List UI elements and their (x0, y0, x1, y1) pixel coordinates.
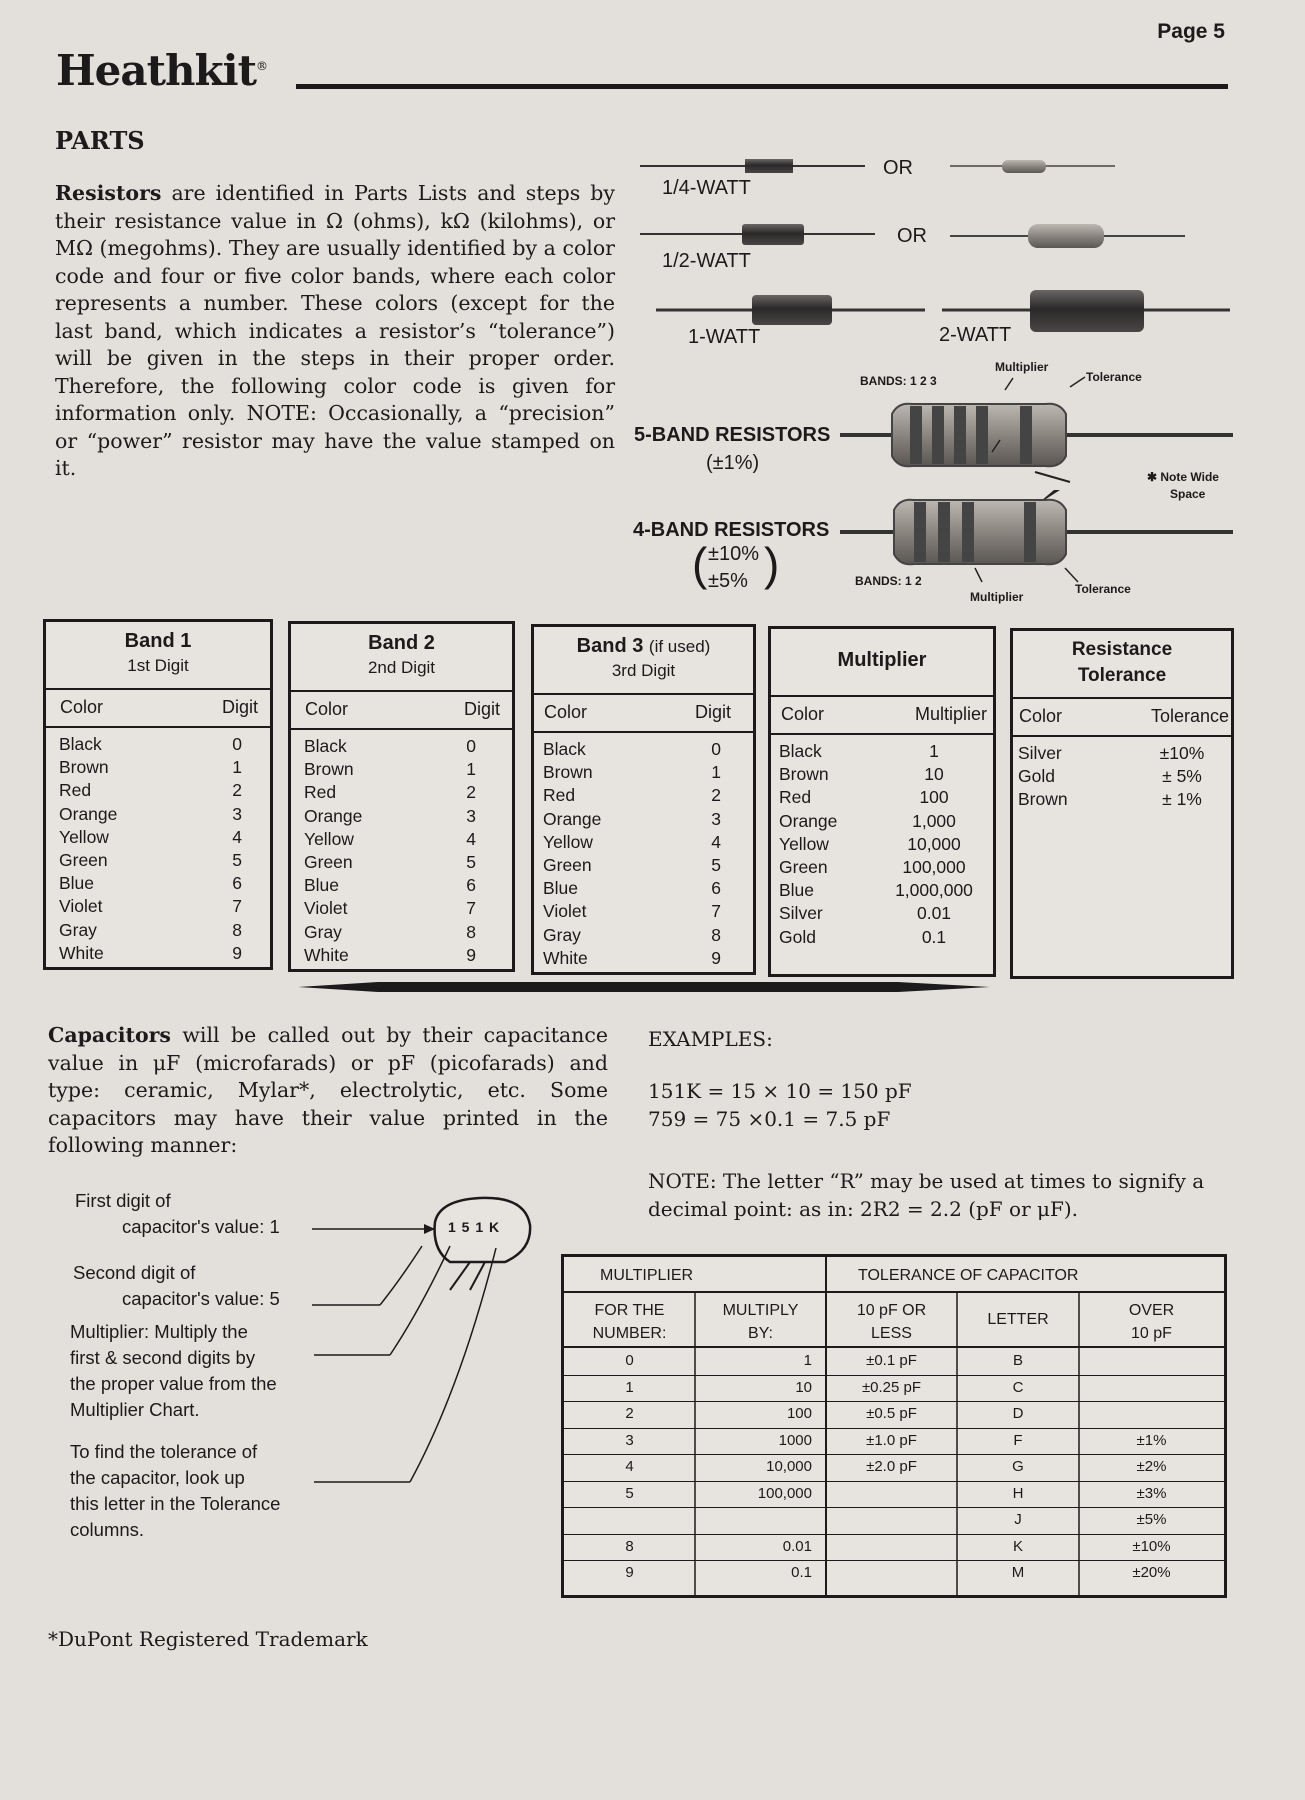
color-name: Black (779, 741, 822, 761)
color-name: Black (59, 734, 102, 754)
bands-label-top: BANDS: 1 2 3 (860, 374, 937, 388)
color-name: Yellow (59, 826, 109, 847)
color-value: 0 (466, 736, 476, 756)
color-name: Violet (543, 901, 587, 922)
capacitors-paragraph (48, 1022, 608, 1160)
table-row (534, 855, 753, 878)
table-cell: 1000 (778, 1431, 812, 1449)
table-row (46, 804, 270, 827)
multiplier-table (768, 626, 996, 977)
color-value: 9 (466, 944, 476, 965)
color-value: 4 (232, 826, 242, 847)
table-cell: ±1.0 pF (866, 1431, 917, 1449)
cap-label-first-digit-1: First digit of (75, 1190, 171, 1211)
examples-block (648, 1025, 912, 1133)
color-value: 5 (232, 849, 242, 870)
four-band-label: 4-BAND RESISTORS (633, 519, 830, 541)
color-value: 1 (466, 759, 476, 780)
color-value: ± 1% (1162, 789, 1202, 810)
table-row (534, 901, 753, 924)
cap-label-multiplier-4: Multiplier Chart. (70, 1399, 200, 1420)
table-cell: C (1012, 1378, 1024, 1396)
color-name: Yellow (543, 831, 593, 852)
section-divider (298, 982, 990, 992)
table-cell: 100,000 (757, 1484, 812, 1502)
table-cell: ±0.1 pF (866, 1352, 917, 1369)
color-value: 0.01 (916, 903, 952, 924)
bands-label-bottom: BANDS: 1 2 (855, 574, 922, 588)
table-cell: G (1012, 1458, 1024, 1475)
table-cell: F (1013, 1431, 1023, 1449)
row-divider (564, 1507, 1224, 1508)
color-name: Brown (779, 764, 829, 785)
resistors-body: are identified in Parts Lists and steps by their resistance value in Ω (ohms), kΩ (kilohms), or MΩ (megohms). They are usually identified by a color code and four or five color bands, where each color represents a number. These colors (except for the last band, which indicates a resistor’s “tolerance”) will be given in the steps in their proper order. Therefore, the following color code is given for information only. NOTE: Occasionally, a “precision” or “power” resistor may have the value stamped on it. (55, 181, 615, 480)
color-value: 8 (232, 919, 242, 940)
cap-table-col-letter: LETTER (987, 1311, 1049, 1328)
band2-col-digit: Digit (463, 699, 500, 719)
color-value: 1 (232, 757, 242, 778)
color-value: 100 (919, 787, 949, 808)
ceramic-capacitor-diagram (300, 1190, 540, 1510)
table-cell: 0 (625, 1352, 634, 1369)
half-watt-resistor-alt (950, 224, 1185, 248)
table-row (771, 903, 993, 926)
note-space-label: Space (1170, 487, 1206, 501)
color-name: Orange (304, 805, 363, 826)
col-over-line2: 10 pF (1131, 1325, 1172, 1342)
row-divider (564, 1375, 1224, 1376)
four-band-tolerance-10: ±10% (708, 543, 760, 565)
or-label-2: OR (897, 225, 927, 247)
cap-label-tolerance-1: To find the tolerance of (70, 1441, 258, 1462)
color-name: Brown (304, 759, 354, 780)
table-row (291, 875, 512, 898)
table-cell: M (1011, 1564, 1025, 1581)
quarter-watt-label: 1/4-WATT (662, 177, 751, 199)
color-value: 100,000 (902, 856, 966, 877)
color-value: 1,000 (912, 810, 956, 831)
table-row (291, 852, 512, 875)
row-divider (564, 1401, 1224, 1402)
color-value: 5 (711, 854, 721, 875)
color-value: 6 (232, 873, 242, 894)
color-name: Orange (543, 808, 602, 829)
color-name: Blue (543, 878, 579, 899)
color-value: 8 (711, 924, 721, 945)
band3-col-digit: Digit (694, 702, 731, 722)
brand-name: Heathkit (56, 46, 257, 95)
table-row (291, 829, 512, 852)
color-name: Red (543, 785, 576, 806)
color-value: 6 (711, 878, 721, 899)
col-multiply-line2: BY: (748, 1325, 773, 1342)
color-value: 2 (711, 785, 721, 806)
example-1: 151K = 15 × 10 = 150 pF (648, 1079, 912, 1103)
table-row (46, 850, 270, 873)
half-watt-label: 1/2-WATT (662, 250, 751, 272)
table-row (291, 945, 512, 968)
capacitors-body: will be called out by their capacitance value in μF (microfarads) or pF (picofarads) and type: ceramic, Mylar*, electrolytic, etc. Some capacitors may have their value printed in the following manner: (48, 1023, 608, 1157)
table-row (46, 943, 270, 966)
table-cell: 2 (625, 1405, 634, 1422)
cap-label-tolerance-2: the capacitor, look up (70, 1467, 245, 1488)
table-row (771, 787, 993, 810)
page-number: Page 5 (1157, 20, 1225, 43)
table-row (46, 780, 270, 803)
color-name: Blue (59, 873, 95, 894)
color-name: Violet (59, 896, 103, 917)
table-cell: B (1012, 1352, 1023, 1369)
resistors-lead: Resistors (55, 181, 162, 205)
color-value: 2 (232, 780, 242, 801)
table-row (291, 759, 512, 782)
table-row (771, 764, 993, 787)
table-row (46, 896, 270, 919)
table-row (534, 785, 753, 808)
color-value: 0 (711, 739, 721, 759)
color-name: Brown (1018, 789, 1068, 810)
color-name: Yellow (779, 833, 829, 854)
five-band-tolerance: (±1%) (706, 452, 760, 474)
resistors-paragraph (55, 180, 615, 483)
table-row (291, 806, 512, 829)
table-row (291, 736, 512, 759)
table-cell: ±3% (1136, 1484, 1167, 1502)
color-name: Black (304, 736, 347, 756)
footnote-trademark: *DuPont Registered Trademark (48, 1627, 368, 1651)
table-cell: 9 (625, 1564, 634, 1581)
capacitors-lead: Capacitors (48, 1023, 171, 1047)
cap-label-multiplier-3: the proper value from the (70, 1373, 277, 1394)
capacitor-code-table (561, 1254, 1227, 1598)
color-name: White (543, 947, 588, 968)
color-value: 5 (466, 851, 476, 872)
table-cell: 100 (786, 1405, 812, 1422)
color-value: 1,000,000 (895, 880, 973, 901)
color-value: 3 (466, 805, 476, 826)
color-name: Silver (1018, 743, 1062, 763)
table-row (1013, 743, 1231, 766)
color-value: 9 (711, 947, 721, 968)
color-value: 0.1 (921, 926, 947, 947)
table-cell: J (1014, 1511, 1022, 1528)
five-band-label: 5-BAND RESISTORS (634, 424, 831, 446)
table-cell: 8 (625, 1537, 634, 1555)
multiplier-col-color: Color (781, 704, 825, 724)
table-row (291, 898, 512, 921)
table-row (771, 741, 993, 764)
table-row (46, 873, 270, 896)
col-less-line2: LESS (871, 1325, 912, 1342)
table-cell: 3 (625, 1431, 634, 1449)
color-name: Brown (543, 762, 593, 783)
col-number-line2: NUMBER: (592, 1325, 667, 1342)
multiplier-col-multiplier: Multiplier (914, 704, 987, 724)
color-name: Gray (59, 919, 97, 940)
band2-col-color: Color (305, 699, 349, 719)
color-value: 3 (711, 808, 721, 829)
examples-title: EXAMPLES: (648, 1027, 773, 1051)
table-row (534, 832, 753, 855)
multiplier-title: Multiplier (837, 649, 927, 671)
table-cell: 5 (625, 1484, 634, 1502)
color-value: 2 (466, 782, 476, 803)
table-row (771, 880, 993, 903)
table-cell: K (1012, 1537, 1023, 1555)
note-r-decimal: NOTE: The letter “R” may be used at times to signify a decimal point: as in: 2R2 = 2.2 (pF or μF). (648, 1169, 1205, 1221)
color-name: Silver (779, 903, 823, 924)
table-cell: 10,000 (766, 1458, 812, 1475)
band2-title: Band 2 (368, 632, 435, 654)
table-cell: ±20% (1132, 1564, 1171, 1581)
color-value: 0 (232, 734, 242, 754)
table-row (771, 811, 993, 834)
color-name: Yellow (304, 828, 354, 849)
table-cell: ±5% (1136, 1511, 1167, 1528)
quarter-watt-resistor-alt (950, 160, 1115, 173)
table-row (534, 948, 753, 971)
color-name: Blue (304, 875, 340, 896)
table-row (534, 809, 753, 832)
row-divider (564, 1481, 1224, 1482)
parts-heading: PARTS (55, 126, 145, 155)
cap-table-col-multiply (695, 1299, 826, 1345)
color-name: Red (304, 782, 337, 803)
tolerance-label-top: Tolerance (1086, 370, 1142, 384)
cap-label-second-digit-1: Second digit of (73, 1262, 196, 1283)
multiplier-label-top: Multiplier (995, 360, 1049, 374)
color-name: Black (543, 739, 586, 759)
cap-table-col-number (564, 1299, 695, 1345)
color-name: Gray (543, 924, 581, 945)
row-divider (564, 1534, 1224, 1535)
table-cell: ±2% (1136, 1458, 1167, 1475)
band1-subtitle: 1st Digit (127, 656, 189, 675)
tolerance-title-1: Resistance (1071, 639, 1173, 660)
one-watt-label: 1-WATT (688, 326, 761, 348)
example-2: 759 = 75 ×0.1 = 7.5 pF (648, 1107, 891, 1131)
color-name: Blue (779, 880, 815, 901)
or-label-1: OR (883, 157, 913, 179)
table-row (534, 878, 753, 901)
band3-title: Band 3 (576, 635, 644, 657)
cap-label-tolerance-4: columns. (70, 1519, 145, 1540)
note-wide-label: ✱ Note Wide (1147, 470, 1219, 484)
capacitor-marking: 1 5 1 K (448, 1219, 501, 1235)
color-name: Orange (779, 810, 838, 831)
table-cell: 0.01 (782, 1537, 812, 1555)
color-value: 7 (711, 901, 721, 922)
color-value: 3 (232, 803, 242, 824)
band1-title: Band 1 (124, 630, 192, 652)
table-row (46, 757, 270, 780)
cap-label-multiplier-2: first & second digits by (70, 1347, 256, 1368)
table-cell: ±10% (1132, 1537, 1171, 1555)
color-name: Brown (59, 757, 109, 778)
table-cell: 10 (795, 1378, 812, 1396)
quarter-watt-resistor (640, 159, 865, 173)
multiplier-label-bottom: Multiplier (970, 590, 1024, 604)
registered-mark: ® (256, 59, 268, 73)
cap-table-tolerance-head: TOLERANCE OF CAPACITOR (858, 1267, 1079, 1284)
color-name: Green (304, 851, 353, 872)
table-row (771, 927, 993, 950)
cap-table-col-less (826, 1299, 957, 1345)
table-row (771, 834, 993, 857)
color-name: Gold (779, 926, 816, 947)
half-watt-resistor (640, 224, 875, 245)
band1-col-digit: Digit (221, 697, 258, 717)
color-name: White (59, 942, 104, 963)
table-row (291, 782, 512, 805)
col-over-line1: OVER (1128, 1302, 1175, 1319)
color-value: 10,000 (907, 833, 961, 854)
band3-subtitle: 3rd Digit (611, 661, 676, 680)
table-row (1013, 766, 1231, 789)
color-name: Gray (304, 921, 342, 942)
color-value: 7 (466, 898, 476, 919)
col-less-line1: 10 pF OR (856, 1302, 927, 1319)
band2-subtitle: 2nd Digit (367, 658, 436, 677)
table-row (46, 920, 270, 943)
table-cell: ±1% (1136, 1431, 1167, 1449)
color-name: Orange (59, 803, 118, 824)
table-cell: ±0.25 pF (861, 1378, 922, 1396)
right-paren: ) (764, 538, 780, 590)
color-value: 8 (466, 921, 476, 942)
cap-label-first-digit-2: capacitor's value: 1 (122, 1216, 280, 1237)
table-row (534, 762, 753, 785)
table-cell: ±0.5 pF (866, 1405, 917, 1422)
left-paren: ( (692, 538, 708, 590)
band3-table (531, 624, 756, 975)
col-multiply-line1: MULTIPLY (722, 1302, 799, 1319)
table-row (291, 922, 512, 945)
table-cell: 1 (625, 1378, 634, 1396)
table-row (1013, 789, 1231, 812)
band3-title-note: (if used) (648, 637, 711, 656)
color-name: Gold (1018, 766, 1055, 787)
color-name: Green (779, 856, 828, 877)
header-rule (296, 84, 1228, 89)
cap-label-multiplier-1: Multiplier: Multiply the (70, 1321, 248, 1342)
heathkit-logo (56, 46, 267, 95)
table-cell: 0.1 (791, 1564, 812, 1581)
color-value: 10 (924, 764, 944, 785)
table-row (46, 734, 270, 757)
row-divider (564, 1428, 1224, 1429)
band2-table (288, 621, 515, 972)
band1-table (43, 619, 273, 970)
tolerance-label-bottom: Tolerance (1075, 582, 1131, 596)
color-value: 7 (232, 896, 242, 917)
table-row (771, 857, 993, 880)
color-name: Red (779, 787, 812, 808)
tolerance-col-color: Color (1019, 706, 1063, 726)
color-name: Green (59, 849, 108, 870)
color-value: 6 (466, 875, 476, 896)
color-value: ± 5% (1162, 766, 1202, 787)
table-row (46, 827, 270, 850)
row-divider (564, 1454, 1224, 1455)
table-cell: 4 (625, 1458, 634, 1475)
table-cell: H (1012, 1484, 1024, 1502)
tolerance-col-tolerance: Tolerance (1150, 706, 1229, 726)
table-cell: 1 (803, 1352, 812, 1369)
cap-label-second-digit-2: capacitor's value: 5 (122, 1288, 280, 1309)
four-band-tolerance-5: ±5% (708, 570, 748, 592)
table-cell: ±2.0 pF (866, 1458, 917, 1475)
cap-table-col-over (1079, 1299, 1224, 1345)
band1-col-color: Color (60, 697, 104, 717)
cap-table-multiplier-head: MULTIPLIER (600, 1267, 694, 1284)
table-row (534, 739, 753, 762)
color-value: 9 (232, 942, 242, 963)
one-watt-resistor (656, 295, 925, 325)
two-watt-label: 2-WATT (939, 324, 1012, 346)
col-number-line1: FOR THE (594, 1302, 665, 1319)
color-name: Red (59, 780, 92, 801)
color-value: 1 (711, 762, 721, 783)
table-cell: D (1012, 1405, 1024, 1422)
color-value: 4 (466, 828, 476, 849)
tolerance-title-2: Tolerance (1077, 665, 1167, 686)
tolerance-table (1010, 628, 1234, 979)
color-name: White (304, 944, 349, 965)
row-divider (564, 1560, 1224, 1561)
table-row (534, 925, 753, 948)
color-value: ±10% (1159, 743, 1205, 763)
color-value: 1 (929, 741, 939, 761)
color-name: Green (543, 854, 592, 875)
color-name: Violet (304, 898, 348, 919)
color-value: 4 (711, 831, 721, 852)
band3-col-color: Color (544, 702, 588, 722)
cap-label-tolerance-3: this letter in the Tolerance (70, 1493, 281, 1514)
